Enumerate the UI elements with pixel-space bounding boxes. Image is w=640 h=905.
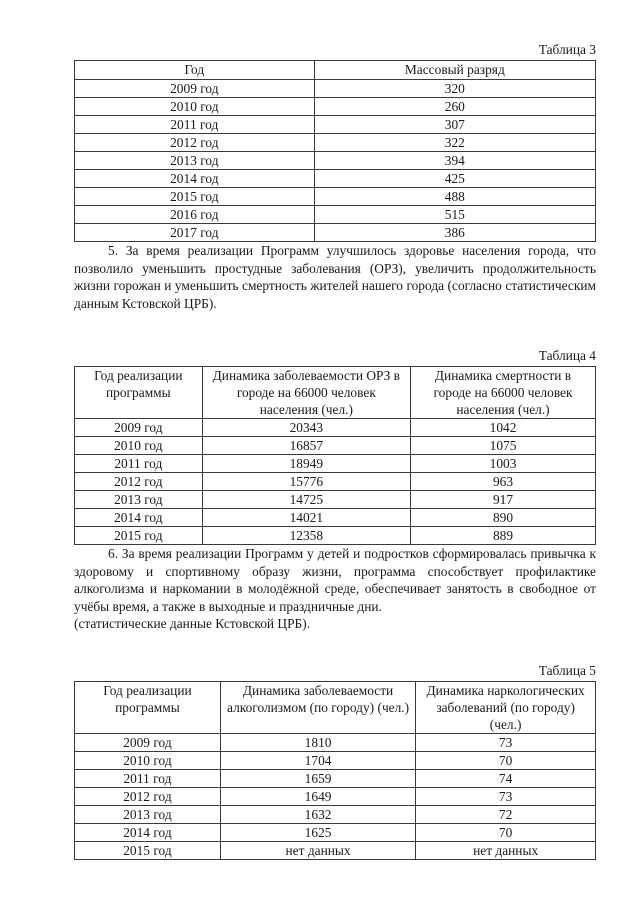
table5-header-narcology: Динамика наркологических заболеваний (по городу) (чел.) — [416, 681, 596, 733]
table3-header-category: Массовый разряд — [314, 61, 595, 80]
table5-cell-narcology: 70 — [416, 823, 596, 841]
table3-cell-value: 394 — [314, 152, 595, 170]
table4-header-year: Год реализации программы — [75, 367, 203, 419]
table4-cell-orz: 20343 — [202, 419, 410, 437]
table-row — [75, 134, 596, 152]
table3-header-row — [75, 61, 596, 80]
table-row — [75, 455, 596, 473]
table5-header-row — [75, 681, 596, 733]
table5-cell-narcology: 73 — [416, 787, 596, 805]
table-row — [75, 509, 596, 527]
table4-cell-mortality: 1003 — [411, 455, 596, 473]
table3-cell-year: 2016 год — [75, 206, 315, 224]
table5-header-alcoholism: Динамика заболеваемости алкоголизмом (по городу) (чел.) — [220, 681, 415, 733]
table3-cell-value: 307 — [314, 116, 595, 134]
table4-cell-orz: 15776 — [202, 473, 410, 491]
paragraph-6-source: (статистические данные Кстовской ЦРБ). — [74, 616, 311, 631]
table3-cell-value: 515 — [314, 206, 595, 224]
table5-cell-narcology: нет данных — [416, 841, 596, 859]
table-row — [75, 751, 596, 769]
table3-cell-year: 2013 год — [75, 152, 315, 170]
document-page — [74, 40, 596, 860]
table-row — [75, 805, 596, 823]
table-row — [75, 170, 596, 188]
table4 — [74, 366, 596, 545]
table3-cell-year: 2011 год — [75, 116, 315, 134]
table5-caption: Таблица 5 — [538, 662, 596, 678]
paragraph-6: 6. За время реализации Программ у детей и подростков сформировалась привычка к здоровому и спортивному образу жизни, программа способствует профилактике алкоголизма и наркомании в молодёжной среде, обеспечивает занятость в свободное от учёбы время, а также в выходные и праздничные дни. — [74, 546, 596, 614]
table4-cell-mortality: 890 — [411, 509, 596, 527]
table5 — [74, 681, 596, 860]
table3-cell-year: 2017 год — [75, 224, 315, 242]
table4-cell-orz: 12358 — [202, 527, 410, 545]
table4-cell-orz: 18949 — [202, 455, 410, 473]
table5-cell-alcoholism: 1625 — [220, 823, 415, 841]
table-row — [75, 787, 596, 805]
table5-cell-narcology: 74 — [416, 769, 596, 787]
table5-cell-alcoholism: нет данных — [220, 841, 415, 859]
table3-cell-value: 260 — [314, 98, 595, 116]
table-row — [75, 527, 596, 545]
table5-cell-narcology: 73 — [416, 733, 596, 751]
table4-cell-year: 2012 год — [75, 473, 203, 491]
table3-cell-year: 2014 год — [75, 170, 315, 188]
table-row — [75, 98, 596, 116]
table4-cell-orz: 14725 — [202, 491, 410, 509]
table5-cell-year: 2011 год — [75, 769, 221, 787]
table5-cell-alcoholism: 1704 — [220, 751, 415, 769]
table-row — [75, 437, 596, 455]
table4-cell-mortality: 1075 — [411, 437, 596, 455]
table4-cell-orz: 16857 — [202, 437, 410, 455]
table-row — [75, 116, 596, 134]
table4-cell-year: 2013 год — [75, 491, 203, 509]
table-row — [75, 206, 596, 224]
table4-header-row — [75, 367, 596, 419]
table4-cell-year: 2009 год — [75, 419, 203, 437]
table-row — [75, 473, 596, 491]
table5-cell-alcoholism: 1632 — [220, 805, 415, 823]
table5-cell-alcoholism: 1810 — [220, 733, 415, 751]
table5-cell-year: 2009 год — [75, 733, 221, 751]
table4-cell-mortality: 917 — [411, 491, 596, 509]
table3-cell-value: 322 — [314, 134, 595, 152]
table3 — [74, 60, 596, 242]
table4-cell-year: 2011 год — [75, 455, 203, 473]
table3-cell-year: 2010 год — [75, 98, 315, 116]
table-row — [75, 491, 596, 509]
table4-cell-year: 2014 год — [75, 509, 203, 527]
table4-cell-mortality: 963 — [411, 473, 596, 491]
table-row — [75, 733, 596, 751]
table-row — [75, 188, 596, 206]
table5-cell-year: 2014 год — [75, 823, 221, 841]
table5-cell-narcology: 72 — [416, 805, 596, 823]
table3-cell-value: 425 — [314, 170, 595, 188]
table3-cell-value: 488 — [314, 188, 595, 206]
table4-header-orz: Динамика заболеваемости ОРЗ в городе на 66000 человек населения (чел.) — [202, 367, 410, 419]
table5-cell-year: 2010 год — [75, 751, 221, 769]
table-row — [75, 823, 596, 841]
table5-cell-alcoholism: 1659 — [220, 769, 415, 787]
table4-cell-year: 2015 год — [75, 527, 203, 545]
table3-cell-year: 2015 год — [75, 188, 315, 206]
table5-cell-year: 2012 год — [75, 787, 221, 805]
table3-cell-year: 2009 год — [75, 80, 315, 98]
table4-caption: Таблица 4 — [538, 348, 596, 363]
table4-header-mortality: Динамика смертности в городе на 66000 человек населения (чел.) — [411, 367, 596, 419]
table5-cell-alcoholism: 1649 — [220, 787, 415, 805]
table3-caption: Таблица 3 — [538, 42, 596, 57]
table3-header-year: Год — [75, 61, 315, 80]
table-row — [75, 841, 596, 859]
table4-cell-orz: 14021 — [202, 509, 410, 527]
table3-cell-year: 2012 год — [75, 134, 315, 152]
table-row — [75, 152, 596, 170]
table4-cell-year: 2010 год — [75, 437, 203, 455]
table5-cell-year: 2013 год — [75, 805, 221, 823]
table3-cell-value: 320 — [314, 80, 595, 98]
table-row — [75, 80, 596, 98]
table5-cell-narcology: 70 — [416, 751, 596, 769]
table4-cell-mortality: 889 — [411, 527, 596, 545]
table5-header-year: Год реализации программы — [75, 681, 221, 733]
paragraph-5: 5. За время реализации Программ улучшилось здоровье населения города, что позволило уменьшить простудные заболевания (ОРЗ), увеличить продолжительность жизни горожан и уменьшить смертность жителей нашего города (согласно статистическим данным Кстовской ЦРБ). — [74, 243, 596, 311]
table-row — [75, 224, 596, 242]
table4-cell-mortality: 1042 — [411, 419, 596, 437]
table3-cell-value: 386 — [314, 224, 595, 242]
table5-cell-year: 2015 год — [75, 841, 221, 859]
table-row — [75, 419, 596, 437]
table-row — [75, 769, 596, 787]
